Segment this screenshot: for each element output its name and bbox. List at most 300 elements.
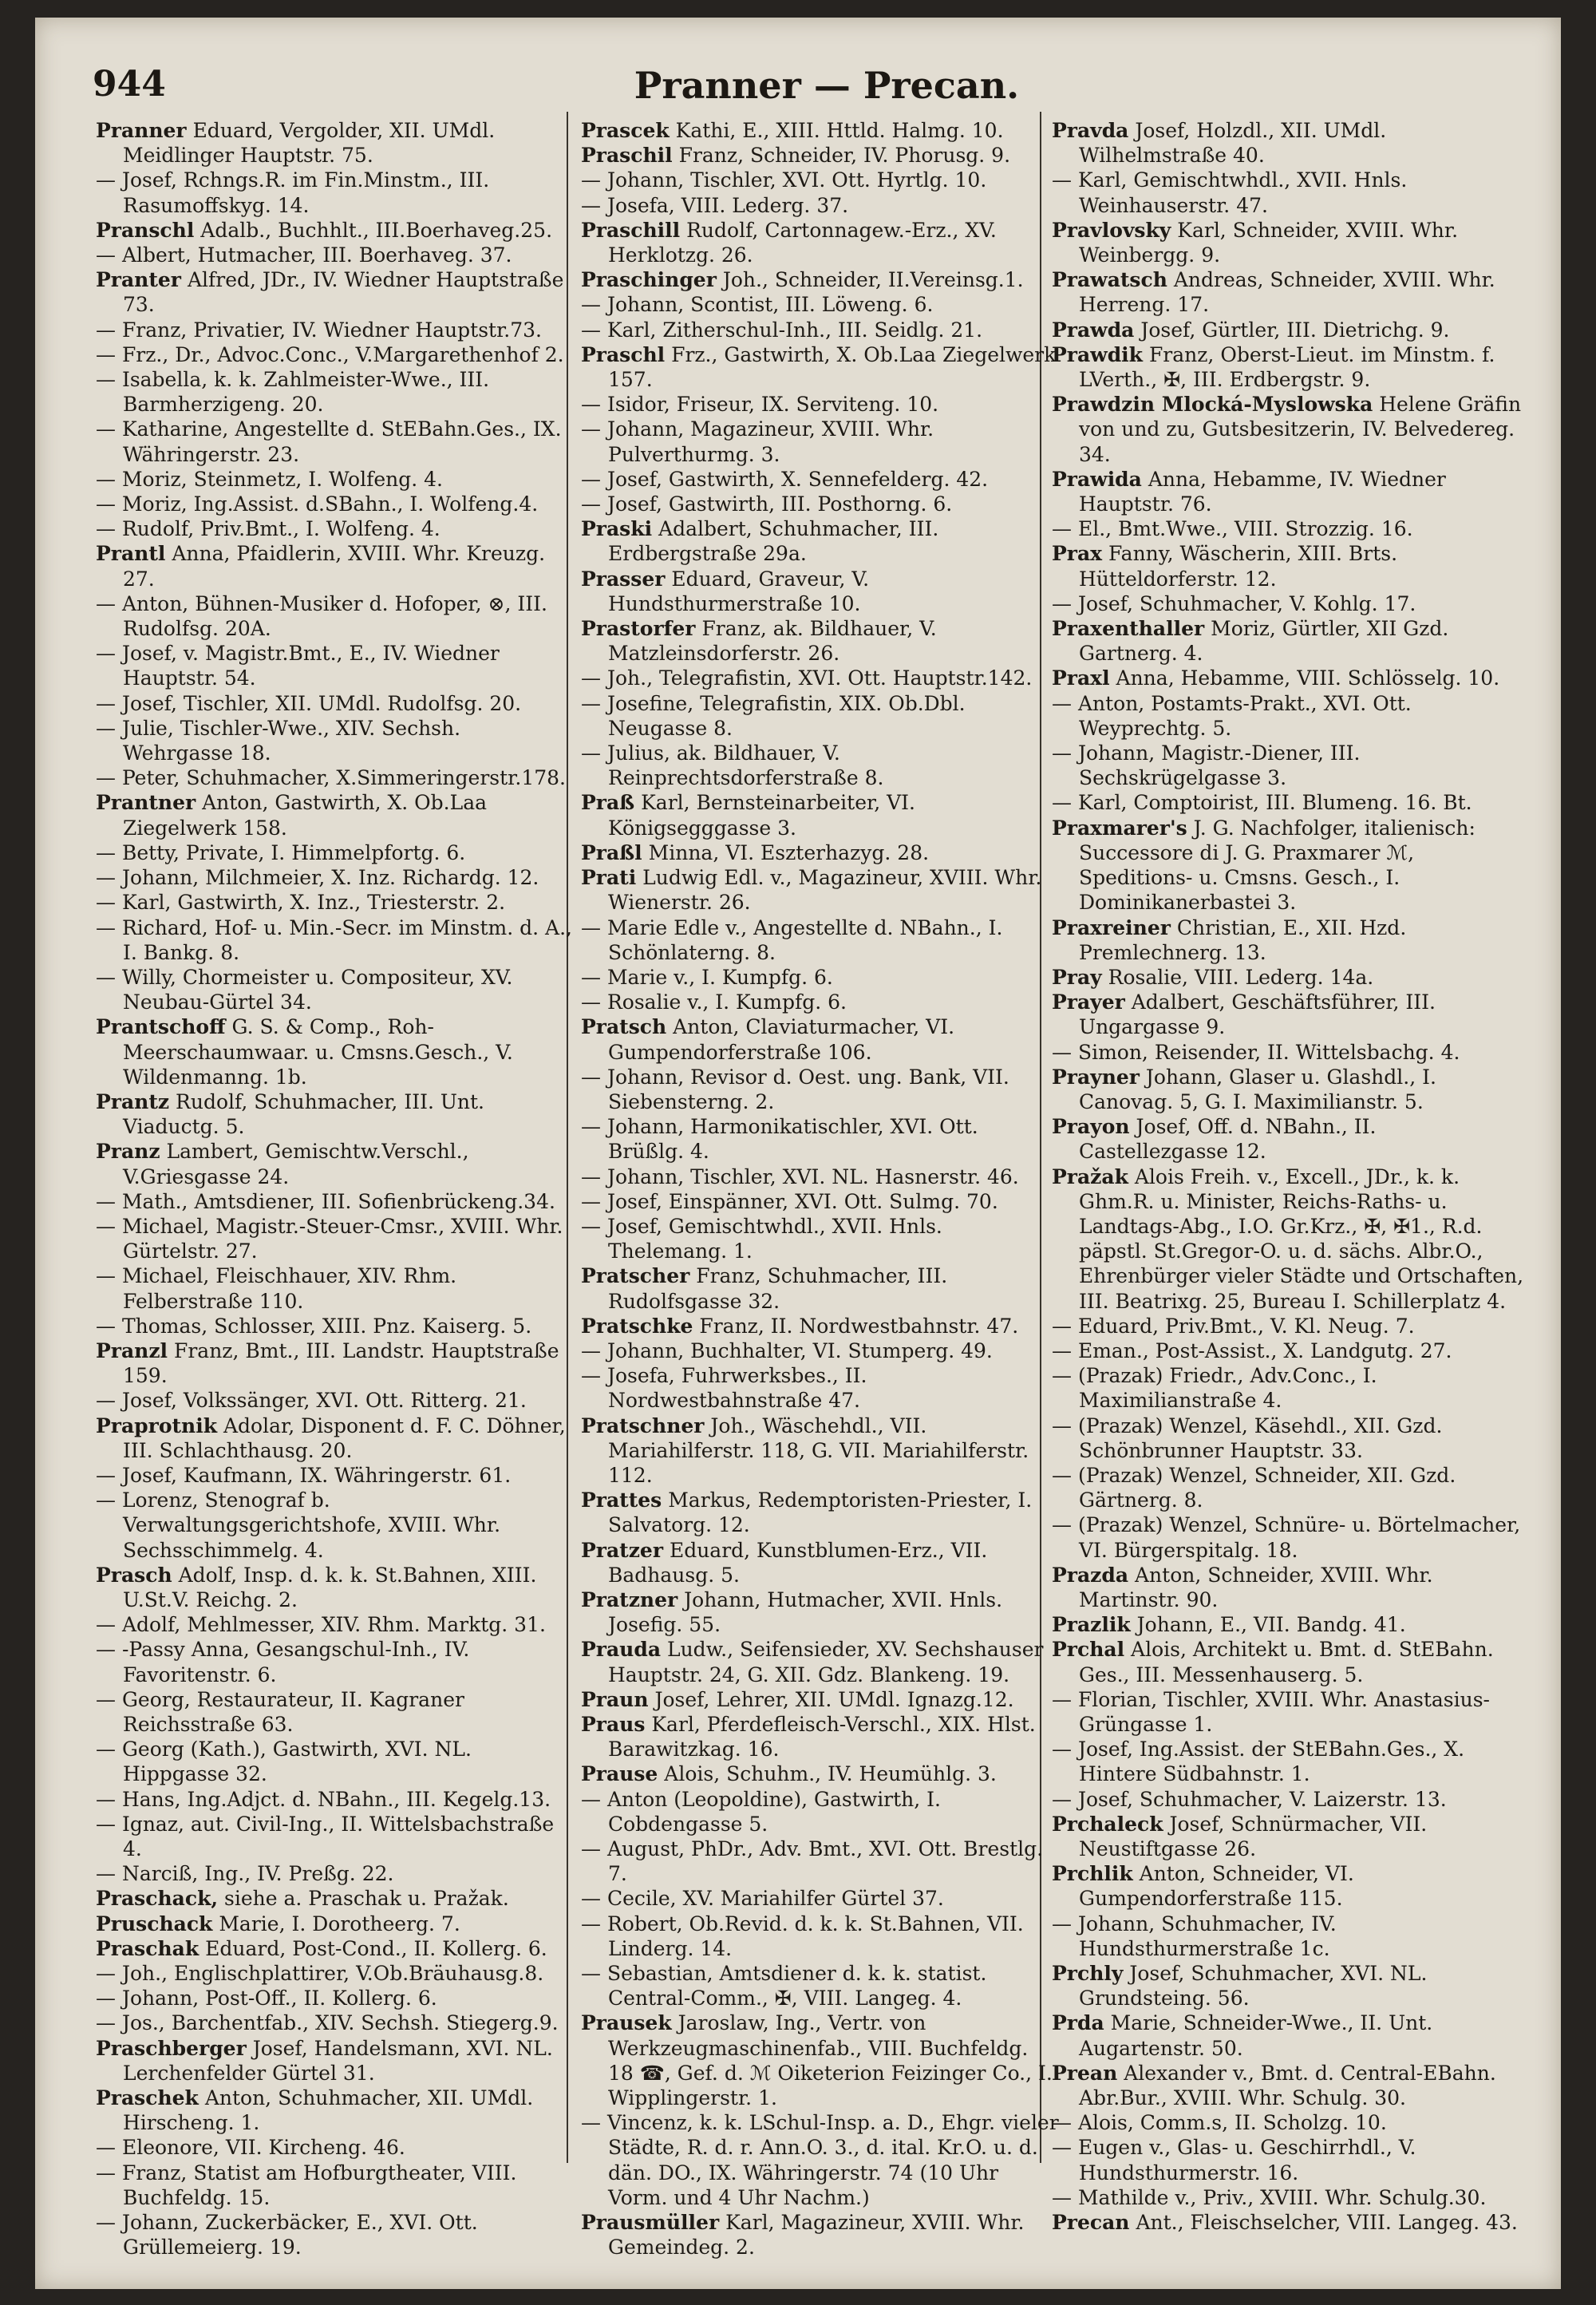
entry-details: Eduard, Vergolder, XII. UMdl. Meidlinger Hauptstr. 75. xyxy=(123,119,496,168)
entry-details: — August, PhDr., Adv. Bmt., XVI. Ott. Brestlg. 7. xyxy=(581,1837,1044,1886)
directory-entry xyxy=(96,492,575,516)
directory-entry xyxy=(581,1637,1060,1686)
directory-entry xyxy=(96,1314,575,1338)
entry-surname: Praßl xyxy=(581,840,642,864)
entry-details: — Narciß, Ing., IV. Preßg. 22. xyxy=(96,1862,394,1886)
entry-details: — Cecile, XV. Mariahilfer Gürtel 37. xyxy=(581,1887,944,1911)
entry-surname: Prchly xyxy=(1052,1962,1124,1986)
directory-entry xyxy=(96,1263,575,1313)
entry-details: — Franz, Statist am Hofburgtheater, VIII. Buchfeldg. 15. xyxy=(96,2161,517,2209)
directory-entry xyxy=(1052,1463,1531,1512)
entry-details: — (Prazak) Friedr., Adv.Conc., I. Maximilianstraße 4. xyxy=(1052,1364,1377,1413)
directory-entry xyxy=(581,267,1060,292)
entry-surname: Pratscher xyxy=(581,1264,690,1288)
entry-surname: Prayon xyxy=(1052,1115,1130,1139)
entry-details: Alois Freih. v., Excell., JDr., k. k. Ghm.R. u. Minister, Reichs-Raths- u. Landtags-Abg., I.O. Gr.Krz., ✠, ✠1., R.d. päpstl. St.Gregor-O. u. d. sächs. Albr.O., Ehrenbürger vieler Städte und Ortschaften, III. Beatrixg. 25, Bureau I. Schillerplatz 4. xyxy=(1079,1164,1524,1313)
entry-details: Lambert, Gemischtw.Verschl., V.Griesgasse 24. xyxy=(123,1140,469,1188)
entry-surname: Precan xyxy=(1052,2211,1130,2235)
entry-details: Andreas, Schneider, XVIII. Whr. Herreng. 17. xyxy=(1079,268,1495,317)
entry-details: Christian, E., XII. Hzd. Premlechnerg. 13. xyxy=(1079,915,1407,964)
directory-entry xyxy=(1052,2210,1531,2235)
entry-details: — Josef, Einspänner, XVI. Ott. Sulmg. 70. xyxy=(581,1189,998,1213)
directory-entry xyxy=(96,1089,575,1139)
entry-details: — Isidor, Friseur, IX. Serviteng. 10. xyxy=(581,393,939,417)
entry-details: — Josef, Gemischtwhdl., XVII. Hnls. Thelemang. 1. xyxy=(581,1214,942,1263)
directory-entry xyxy=(581,1587,1060,1637)
directory-entry xyxy=(1052,666,1531,690)
directory-entry xyxy=(1052,1687,1531,1737)
directory-entry xyxy=(96,1612,575,1637)
directory-entry xyxy=(1052,691,1531,741)
entry-details: — Anton (Leopoldine), Gastwirth, I. Cobdengasse 5. xyxy=(581,1787,942,1836)
entry-details: Rudolf, Schuhmacher, III. Unt. Viaductg. 5. xyxy=(123,1089,484,1139)
entry-details: Josef, Gürtler, III. Dietrichg. 9. xyxy=(1140,318,1450,342)
directory-entry xyxy=(581,1787,1060,1836)
entry-details: Anna, Hebamme, IV. Wiedner Hauptstr. 76. xyxy=(1079,467,1446,516)
entry-details: — Vincenz, k. k. LSchul-Insp. a. D., Ehgr. vieler Städte, R. d. r. Ann.O. 3., d. ital. Kr.O. u. d. dän. DO., IX. Währingerstr. 74 (10 Uhr Vorm. und 4 Uhr Nachm.) xyxy=(581,2111,1059,2209)
directory-entry xyxy=(1052,1065,1531,1114)
entry-details: — Jos., Barchentfab., XIV. Sechsh. Stiegerg.9. xyxy=(96,2011,559,2035)
entry-details: J. G. Nachfolger, italienisch: Successore di J. G. Praxmarer ℳ, Speditions- u. Cmsns. Gesch., I. Dominikanerbastei 3. xyxy=(1079,816,1476,915)
directory-entry xyxy=(581,1338,1060,1363)
entry-details: — Rudolf, Priv.Bmt., I. Wolfeng. 4. xyxy=(96,517,440,541)
entry-details: Anton, Schneider, VI. Gumpendorferstraße 115. xyxy=(1079,1862,1354,1911)
entry-details: Alois, Architekt u. Bmt. d. StEBahn. Ges., III. Messenhauserg. 5. xyxy=(1079,1638,1494,1686)
entry-surname: Praschil xyxy=(581,144,673,168)
directory-entry xyxy=(96,318,575,342)
entry-details: Eduard, Post-Cond., II. Kollerg. 6. xyxy=(205,1936,547,1960)
directory-entry xyxy=(581,2110,1060,2210)
entry-details: Adalbert, Geschäftsführer, III. Ungargasse 9. xyxy=(1079,990,1436,1039)
directory-entry xyxy=(581,1538,1060,1587)
entry-surname: Praun xyxy=(581,1687,649,1711)
directory-entry xyxy=(96,965,575,1014)
directory-entry xyxy=(96,1338,575,1388)
entry-details: Anna, Pfaidlerin, XVIII. Whr. Kreuzg. 27. xyxy=(123,542,546,591)
entry-details: — Simon, Reisender, II. Wittelsbachg. 4. xyxy=(1052,1040,1460,1064)
directory-entry xyxy=(581,965,1060,990)
entry-surname: Prazlik xyxy=(1052,1613,1131,1637)
directory-entry xyxy=(96,716,575,765)
entry-details: Ludw., Seifensieder, XV. Sechshauser Hauptstr. 24, G. XII. Gdz. Blankeng. 19. xyxy=(608,1638,1044,1686)
entry-details: — Alois, Comm.s, II. Scholzg. 10. xyxy=(1052,2111,1387,2135)
entry-details: — (Prazak) Wenzel, Käsehdl., XII. Gzd. Schönbrunner Hauptstr. 33. xyxy=(1052,1413,1443,1462)
directory-entry xyxy=(581,1761,1060,1786)
entry-surname: Pratschner xyxy=(581,1413,705,1437)
entry-details: — Josef, Rchngs.R. im Fin.Minstm., III. Rasumoffskyg. 14. xyxy=(96,168,490,217)
directory-entry xyxy=(96,1912,575,1936)
directory-entry xyxy=(581,1263,1060,1313)
directory-entry xyxy=(1052,1164,1531,1314)
entry-surname: Prantz xyxy=(96,1089,170,1113)
entry-surname: Pranschl xyxy=(96,218,195,242)
entry-details: Josef, Holzdl., XII. UMdl. Wilhelmstraße 40. xyxy=(1079,119,1387,168)
entry-surname: Prayner xyxy=(1052,1065,1140,1089)
entry-surname: Pranter xyxy=(96,268,181,292)
entry-details: Joh., Wäschehdl., VII. Mariahilferstr. 118, G. VII. Mariahilferstr. 112. xyxy=(608,1413,1029,1487)
entry-details: — Marie Edle v., Angestellte d. NBahn., I. Schönlaterng. 8. xyxy=(581,915,1003,964)
entry-details: Moriz, Gürtler, XII Gzd. Gartnerg. 4. xyxy=(1079,617,1449,666)
entry-details: — Eugen v., Glas- u. Geschirrhdl., V. Hundsthurmerstr. 16. xyxy=(1052,2136,1416,2184)
directory-entry xyxy=(96,1812,575,1861)
entry-details: Anton, Gastwirth, X. Ob.Laa Ziegelwerk 158. xyxy=(123,791,488,840)
entry-surname: Prati xyxy=(581,866,637,890)
directory-entry xyxy=(581,1912,1060,1961)
entry-surname: Pratschke xyxy=(581,1314,693,1338)
entry-details: — Lorenz, Stenograf b. Verwaltungsgerichtshofe, XVIII. Whr. Sechsschimmelg. 4. xyxy=(96,1489,501,1562)
entry-details: Fanny, Wäscherin, XIII. Brts. Hütteldorferstr. 12. xyxy=(1079,542,1398,591)
entry-details: — Josef, Tischler, XII. UMdl. Rudolfsg. 20. xyxy=(96,691,522,715)
directory-entry xyxy=(96,591,575,641)
directory-entry xyxy=(96,691,575,716)
entry-details: Adolf, Insp. d. k. k. St.Bahnen, XIII. U.St.V. Reichg. 2. xyxy=(123,1563,537,1611)
directory-entry xyxy=(96,118,575,168)
directory-entry xyxy=(581,1164,1060,1189)
entry-details: — Isabella, k. k. Zahlmeister-Wwe., III. Barmherzigeng. 20. xyxy=(96,368,490,417)
directory-entry xyxy=(96,367,575,417)
entry-surname: Prastorfer xyxy=(581,617,696,641)
entry-details: — Georg, Restaurateur, II. Kagraner Reichsstraße 63. xyxy=(96,1687,464,1736)
entry-details: — Johann, Scontist, III. Löweng. 6. xyxy=(581,293,934,317)
directory-entry xyxy=(581,1214,1060,1263)
entry-details: Eduard, Graveur, V. Hundsthurmerstraße 10. xyxy=(608,567,870,615)
directory-entry xyxy=(1052,218,1531,267)
entry-details: Frz., Gastwirth, X. Ob.Laa Ziegelwerk 157. xyxy=(608,342,1057,392)
directory-entry xyxy=(1052,1737,1531,1786)
directory-entry xyxy=(96,243,575,267)
directory-entry xyxy=(1052,392,1531,467)
entry-details: Franz, Oberst-Lieut. im Minstm. f. LVerth., ✠, III. Erdbergstr. 9. xyxy=(1079,342,1495,392)
entry-surname: Prchal xyxy=(1052,1638,1125,1662)
entry-details: — Johann, Tischler, XVI. NL. Hasnerstr. 46. xyxy=(581,1164,1019,1188)
entry-surname: Pranner xyxy=(96,119,187,142)
entry-details: Franz, Bmt., III. Landstr. Hauptstraße 159. xyxy=(123,1338,559,1388)
directory-entry xyxy=(1052,1912,1531,1961)
entry-details: siehe a. Praschak u. Pražak. xyxy=(224,1887,509,1911)
entry-details: Johann, Glaser u. Glashdl., I. Canovag. 5, G. I. Maximilianstr. 5. xyxy=(1079,1065,1436,1113)
entry-details: Alois, Schuhm., IV. Heumühlg. 3. xyxy=(664,1762,997,1786)
entry-details: — Betty, Private, I. Himmelpfortg. 6. xyxy=(96,840,466,864)
directory-entry xyxy=(96,790,575,840)
entry-details: — Josef, Gastwirth, III. Posthorng. 6. xyxy=(581,492,953,516)
entry-surname: Prantschoff xyxy=(96,1015,226,1039)
entry-surname: Praschack, xyxy=(96,1887,219,1911)
directory-entry xyxy=(96,541,575,591)
directory-entry xyxy=(1052,1413,1531,1463)
entry-details: Minna, VI. Eszterhazyg. 28. xyxy=(648,840,930,864)
entry-details: — Karl, Gemischtwhdl., XVII. Hnls. Weinhauserstr. 47. xyxy=(1052,168,1408,217)
directory-entry xyxy=(581,467,1060,492)
entry-details: — Adolf, Mehlmesser, XIV. Rhm. Marktg. 31. xyxy=(96,1613,546,1637)
entry-details: Josef, Schnürmacher, VII. Neustiftgasse 26. xyxy=(1079,1812,1428,1861)
directory-entry xyxy=(1052,1338,1531,1363)
entry-details: — Josef, Volkssänger, XVI. Ott. Ritterg. 21. xyxy=(96,1389,527,1413)
directory-entry xyxy=(96,1936,575,1961)
directory-entry xyxy=(581,1189,1060,1214)
entry-surname: Prauda xyxy=(581,1638,662,1662)
entry-details: — Johann, Post-Off., II. Kollerg. 6. xyxy=(96,1987,437,2010)
entry-details: — Johann, Tischler, XVI. Ott. Hyrtlg. 10. xyxy=(581,168,987,192)
entry-details: Alfred, JDr., IV. Wiedner Hauptstraße 73. xyxy=(123,268,564,317)
entry-details: Ant., Fleischselcher, VIII. Langeg. 43. xyxy=(1136,2211,1518,2235)
entry-details: — Thomas, Schlosser, XIII. Pnz. Kaiserg. 5. xyxy=(96,1314,532,1338)
entry-details: — Michael, Magistr.-Steuer-Cmsr., XVIII. Whr. Gürtelstr. 27. xyxy=(96,1214,563,1263)
directory-entry xyxy=(1052,1637,1531,1686)
entry-details: — Johann, Schuhmacher, IV. Hundsthurmerstraße 1c. xyxy=(1052,1912,1337,1960)
entry-surname: Prawdzin Mlocká-Myslowska xyxy=(1052,393,1373,417)
entry-details: Josef, Off. d. NBahn., II. Castellezgasse 12. xyxy=(1079,1115,1377,1164)
directory-entry xyxy=(96,840,575,865)
entry-details: Kathi, E., XIII. Httld. Halmg. 10. xyxy=(675,119,1004,142)
entry-details: — Katharine, Angestellte d. StEBahn.Ges., IX. Währingerstr. 23. xyxy=(96,417,562,466)
entry-details: — Moriz, Ing.Assist. d.SBahn., I. Wolfeng.4. xyxy=(96,492,539,516)
entry-surname: Pratsch xyxy=(581,1015,667,1039)
directory-entry xyxy=(96,1388,575,1413)
entry-details: — Josefa, VIII. Lederg. 37. xyxy=(581,193,849,217)
directory-entry xyxy=(581,292,1060,317)
entry-surname: Praschak xyxy=(96,1936,200,1960)
entry-details: Karl, Bernsteinarbeiter, VI. Königsegggasse 3. xyxy=(608,791,915,840)
entry-surname: Prawda xyxy=(1052,318,1135,342)
entry-surname: Pruschack xyxy=(96,1912,213,1935)
directory-entry xyxy=(96,1961,575,1986)
entry-details: — Johann, Buchhalter, VI. Stumperg. 49. xyxy=(581,1338,993,1362)
entry-surname: Prawida xyxy=(1052,467,1142,491)
entry-details: Karl, Pferdefleisch-Verschl., XIX. Hlst. Barawitzkag. 16. xyxy=(608,1713,1036,1761)
entry-details: — Moriz, Steinmetz, I. Wolfeng. 4. xyxy=(96,467,443,491)
entry-details: — Julie, Tischler-Wwe., XIV. Sechsh. Wehrgasse 18. xyxy=(96,716,461,765)
column-2 xyxy=(581,118,1060,2260)
directory-entry xyxy=(581,1687,1060,1712)
entry-details: Josef, Lehrer, XII. UMdl. Ignazg.12. xyxy=(654,1687,1014,1711)
entry-details: Anton, Schneider, XVIII. Whr. Martinstr. 90. xyxy=(1079,1563,1433,1611)
directory-entry xyxy=(96,168,575,217)
directory-entry xyxy=(96,1189,575,1214)
entry-details: Anton, Schuhmacher, XII. UMdl. Hirscheng. 1. xyxy=(123,2086,534,2135)
entry-details: — Ignaz, aut. Civil-Ing., II. Wittelsbachstraße 4. xyxy=(96,1812,555,1861)
entry-details: Franz, Schuhmacher, III. Rudolfsgasse 32. xyxy=(608,1264,948,1313)
directory-entry xyxy=(1052,267,1531,317)
entry-details: — Karl, Gastwirth, X. Inz., Triesterstr. 2. xyxy=(96,891,506,915)
entry-surname: Praski xyxy=(581,517,653,541)
entry-surname: Pratzner xyxy=(581,1587,678,1611)
directory-entry xyxy=(581,318,1060,342)
directory-entry xyxy=(96,1139,575,1188)
directory-entry xyxy=(96,2135,575,2160)
entry-surname: Prause xyxy=(581,1762,658,1786)
entry-surname: Pražak xyxy=(1052,1164,1128,1188)
directory-entry xyxy=(96,218,575,243)
directory-entry xyxy=(581,2010,1060,2110)
directory-entry xyxy=(96,1861,575,1886)
entry-surname: Pray xyxy=(1052,965,1102,989)
entry-details: Johann, E., VII. Bandg. 41. xyxy=(1136,1613,1406,1637)
directory-entry xyxy=(1052,1314,1531,1338)
entry-surname: Prda xyxy=(1052,2011,1104,2035)
entry-details: — Josefa, Fuhrwerksbes., II. Nordwestbahnstraße 47. xyxy=(581,1364,867,1413)
entry-surname: Prantner xyxy=(96,791,196,815)
directory-entry xyxy=(1052,2010,1531,2060)
directory-entry xyxy=(581,143,1060,168)
entry-details: — Eduard, Priv.Bmt., V. Kl. Neug. 7. xyxy=(1052,1314,1415,1338)
directory-entry xyxy=(96,2010,575,2035)
entry-details: — Josef, Ing.Assist. der StEBahn.Ges., X. Hintere Südbahnstr. 1. xyxy=(1052,1738,1465,1786)
entry-details: — Joh., Telegrafistin, XVI. Ott. Hauptstr.142. xyxy=(581,666,1033,690)
entry-details: — Julius, ak. Bildhauer, V. Reinprechtsdorferstraße 8. xyxy=(581,741,884,790)
entry-surname: Pratzer xyxy=(581,1538,663,1562)
entry-surname: Prchlik xyxy=(1052,1862,1133,1886)
entry-details: Joh., Schneider, II.Vereinsg.1. xyxy=(722,268,1024,292)
directory-entry xyxy=(581,790,1060,840)
directory-entry xyxy=(581,616,1060,666)
entry-details: Anna, Hebamme, VIII. Schlösselg. 10. xyxy=(1116,666,1500,690)
directory-entry xyxy=(96,765,575,790)
directory-entry xyxy=(1052,318,1531,342)
directory-entry xyxy=(1052,467,1531,516)
entry-details: — Florian, Tischler, XVIII. Whr. Anastasius-Grüngasse 1. xyxy=(1052,1687,1490,1736)
entry-surname: Prausek xyxy=(581,2011,672,2035)
entry-surname: Praxenthaller xyxy=(1052,617,1205,641)
entry-surname: Praprotnik xyxy=(96,1413,218,1437)
directory-entry xyxy=(581,1961,1060,2010)
directory-entry xyxy=(96,1014,575,1089)
entry-details: — Josef, Schuhmacher, V. Kohlg. 17. xyxy=(1052,591,1416,615)
entry-details: — El., Bmt.Wwe., VIII. Strozzig. 16. xyxy=(1052,517,1413,541)
entry-details: — Josefine, Telegrafistin, XIX. Ob.Dbl. Neugasse 8. xyxy=(581,691,966,740)
entry-details: — Math., Amtsdiener, III. Sofienbrückeng.34. xyxy=(96,1189,555,1213)
directory-entry xyxy=(581,1413,1060,1489)
directory-entry xyxy=(581,1114,1060,1164)
directory-entry xyxy=(581,118,1060,143)
directory-entry xyxy=(96,267,575,317)
entry-surname: Prausmüller xyxy=(581,2211,720,2235)
page-number: 944 xyxy=(93,64,166,105)
directory-entry xyxy=(581,342,1060,392)
entry-details: — Michael, Fleischhauer, XIV. Rhm. Felberstraße 110. xyxy=(96,1264,457,1313)
entry-details: — Marie v., I. Kumpfg. 6. xyxy=(581,965,833,989)
entry-details: Eduard, Kunstblumen-Erz., VII. Badhausg. 5. xyxy=(608,1538,988,1587)
entry-details: — Eman., Post-Assist., X. Landgutg. 27. xyxy=(1052,1338,1452,1362)
directory-entry xyxy=(96,915,575,965)
entry-details: — Willy, Chormeister u. Compositeur, XV. Neubau-Gürtel 34. xyxy=(96,965,513,1014)
entry-details: — Johann, Zuckerbäcker, E., XVI. Ott. Grüllemeierg. 19. xyxy=(96,2211,478,2260)
directory-entry xyxy=(96,467,575,492)
entry-details: Franz, ak. Bildhauer, V. Matzleinsdorferstr. 26. xyxy=(608,617,937,666)
directory-entry xyxy=(1052,741,1531,790)
directory-entry xyxy=(581,1886,1060,1911)
entry-surname: Pravda xyxy=(1052,119,1129,142)
entry-details: — Johann, Revisor d. Oest. ung. Bank, VII. Siebensterng. 2. xyxy=(581,1065,1009,1113)
entry-details: — Josef, Schuhmacher, V. Laizerstr. 13. xyxy=(1052,1787,1447,1811)
entry-surname: Pranzl xyxy=(96,1338,168,1362)
directory-entry xyxy=(96,641,575,690)
entry-details: — Josef, Gastwirth, X. Sennefelderg. 42. xyxy=(581,467,989,491)
directory-entry xyxy=(1052,790,1531,815)
directory-entry xyxy=(581,492,1060,516)
entry-details: — Mathilde v., Priv., XVIII. Whr. Schulg.30. xyxy=(1052,2185,1487,2209)
directory-entry xyxy=(1052,591,1531,616)
directory-entry xyxy=(581,193,1060,218)
entry-surname: Praschinger xyxy=(581,268,717,292)
entry-details: — Peter, Schuhmacher, X.Simmeringerstr.178. xyxy=(96,766,566,790)
directory-entry xyxy=(581,666,1060,690)
entry-details: Johann, Hutmacher, XVII. Hnls. Josefig. 55. xyxy=(608,1587,1003,1637)
entry-surname: Pravlovsky xyxy=(1052,218,1171,242)
directory-entry xyxy=(1052,965,1531,990)
column-1 xyxy=(96,118,575,2260)
directory-entry xyxy=(96,1986,575,2010)
directory-entry xyxy=(96,516,575,541)
entry-surname: Prawdik xyxy=(1052,342,1143,366)
entry-details: — (Prazak) Wenzel, Schneider, XII. Gzd. Gärtnerg. 8. xyxy=(1052,1463,1456,1512)
directory-entry xyxy=(96,1637,575,1686)
entry-surname: Praxreiner xyxy=(1052,915,1171,939)
directory-entry xyxy=(581,2210,1060,2260)
directory-entry xyxy=(581,516,1060,566)
entry-details: Ludwig Edl. v., Magazineur, XVIII. Whr. Wienerstr. 26. xyxy=(608,866,1042,915)
entry-surname: Praxl xyxy=(1052,666,1110,690)
directory-entry xyxy=(96,2036,575,2086)
entry-details: Rudolf, Cartonnagew.-Erz., XV. Herklotzg. 26. xyxy=(608,218,997,267)
entry-details: Franz, Schneider, IV. Phorusg. 9. xyxy=(678,144,1011,168)
directory-entry xyxy=(581,691,1060,741)
entry-details: Rosalie, VIII. Lederg. 14a. xyxy=(1108,965,1374,989)
directory-entry xyxy=(1052,1563,1531,1612)
directory-entry xyxy=(1052,1612,1531,1637)
entry-details: — Johann, Magistr.-Diener, III. Sechskrügelgasse 3. xyxy=(1052,741,1361,790)
directory-entry xyxy=(96,2210,575,2260)
directory-entry xyxy=(1052,2110,1531,2135)
entry-surname: Pranz xyxy=(96,1140,160,1164)
entry-details: Jaroslaw, Ing., Vertr. von Werkzeugmaschinenfab., VIII. Buchfeldg. 18 ☎, Gef. d. ℳ Oiketerion Feizinger Co., I. Wipplingerstr. 1. xyxy=(608,2011,1053,2110)
directory-entry xyxy=(96,1687,575,1737)
entry-surname: Prantl xyxy=(96,542,166,566)
entry-details: Franz, II. Nordwestbahnstr. 47. xyxy=(699,1314,1019,1338)
entry-details: Adalbert, Schuhmacher, III. Erdbergstraße 29a. xyxy=(608,517,939,566)
directory-entry xyxy=(96,1488,575,1563)
directory-entry xyxy=(96,1737,575,1786)
entry-details: — Hans, Ing.Adjct. d. NBahn., III. Kegelg.13. xyxy=(96,1787,551,1811)
entry-details: Karl, Schneider, XVIII. Whr. Weinbergg. 9. xyxy=(1079,218,1459,267)
entry-details: — Karl, Zitherschul-Inh., III. Seidlg. 21. xyxy=(581,318,983,342)
directory-entry xyxy=(1052,2135,1531,2184)
directory-entry xyxy=(581,741,1060,790)
directory-entry xyxy=(581,990,1060,1014)
directory-entry xyxy=(1052,1512,1531,1562)
directory-entry xyxy=(1052,541,1531,591)
entry-surname: Prasch xyxy=(96,1563,172,1587)
entry-details: — Joh., Englischplattirer, V.Ob.Bräuhausg.8. xyxy=(96,1962,544,1986)
directory-entry xyxy=(96,2161,575,2210)
entry-details: — Johann, Milchmeier, X. Inz. Richardg. 12. xyxy=(96,866,539,890)
directory-entry xyxy=(581,1014,1060,1064)
directory-entry xyxy=(96,1886,575,1911)
directory-entry xyxy=(1052,2185,1531,2210)
directory-entry xyxy=(581,417,1060,466)
directory-entry xyxy=(581,865,1060,915)
directory-entry xyxy=(581,567,1060,616)
entry-details: — Richard, Hof- u. Min.-Secr. im Minstm. d. A., I. Bankg. 8. xyxy=(96,915,572,964)
directory-entry xyxy=(581,1314,1060,1338)
entry-surname: Praschl xyxy=(581,342,666,366)
directory-entry xyxy=(581,1488,1060,1537)
entry-surname: Prawatsch xyxy=(1052,268,1167,292)
entry-details: — Josef, v. Magistr.Bmt., E., IV. Wiedner Hauptstr. 54. xyxy=(96,642,500,690)
entry-details: — Franz, Privatier, IV. Wiedner Hauptstr.73. xyxy=(96,318,542,342)
entry-surname: Prax xyxy=(1052,542,1103,566)
directory-entry xyxy=(1052,1114,1531,1164)
directory-entry xyxy=(581,218,1060,267)
